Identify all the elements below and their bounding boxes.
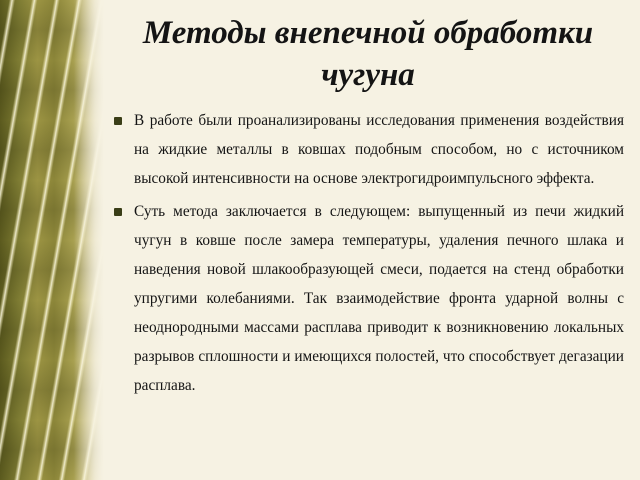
slide-title: Методы внепечной обработки чугуна (142, 15, 594, 93)
bullet-text: В работе были проанализированы исследования применения воздействия на жидкие металлы в ковшах подобным способом, но с источником высокой интенсивности на основе электрогидроимпульсного эффекта. (134, 112, 624, 187)
bullet-item (112, 197, 624, 400)
bullet-text: Суть метода заключается в следующем: выпущенный из печи жидкий чугун в ковше после замера температуры, удаления печного шлака и наведения новой шлакообразующей смеси, подается на стенд обработки упругими колебаниями. Так взаимодействие фронта ударной волны с неоднородными массами расплава приводит к возникновению локальных разрывов сплошности и имеющихся полостей, что способствует дегазации расплава. (134, 203, 624, 394)
bullet-icon (114, 208, 122, 216)
border-sheen (74, 0, 104, 480)
bullet-icon (114, 117, 122, 125)
bullet-item (112, 106, 624, 193)
decorative-left-border (0, 0, 104, 480)
bullet-list (112, 106, 624, 404)
